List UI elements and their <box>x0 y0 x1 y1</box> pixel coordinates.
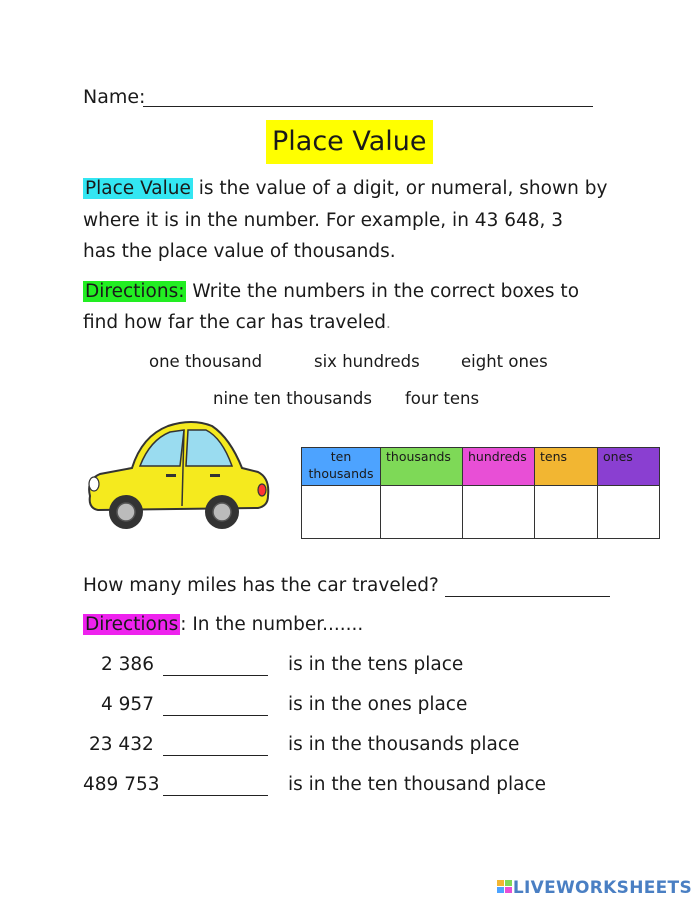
row-number-4: 489 753 <box>83 774 160 795</box>
row-text-3: is in the thousands place <box>288 734 520 755</box>
row-number-2: 4 957 <box>101 694 154 715</box>
row-text-4: is in the ten thousand place <box>288 774 547 795</box>
word-eight-ones: eight ones <box>461 352 548 371</box>
header-thousands: thousands <box>381 448 463 486</box>
miles-question: How many miles has the car traveled? <box>83 575 439 596</box>
directions-2-text: : In the number....... <box>180 614 364 635</box>
brand-icon <box>497 880 513 894</box>
directions-1-line-2 <box>83 312 391 333</box>
row-answer-4[interactable] <box>163 775 268 796</box>
table-header-row <box>302 448 660 486</box>
answer-box-ones[interactable] <box>598 486 660 539</box>
answer-box-tens[interactable] <box>535 486 598 539</box>
directions-1-line-2-text: find how far the car has traveled <box>83 312 387 333</box>
directions-2-line <box>83 614 363 635</box>
row-number-1: 2 386 <box>101 654 154 675</box>
brand-text: LIVEWORKSHEETS <box>512 878 692 898</box>
place-value-table <box>301 447 660 539</box>
table-answer-row <box>302 486 660 539</box>
row-answer-3[interactable] <box>163 735 268 756</box>
term-place-value: Place Value <box>85 178 191 199</box>
word-four-tens: four tens <box>405 389 480 408</box>
directions-2-label: Directions <box>85 614 179 635</box>
car-illustration <box>80 418 275 536</box>
answer-box-hundreds[interactable] <box>463 486 535 539</box>
intro-line-1-text: is the value of a digit, or numeral, shown by <box>192 178 608 199</box>
page-title: Place Value <box>266 120 433 164</box>
directions-1-line-1 <box>83 281 579 302</box>
liveworksheets-logo <box>497 878 692 898</box>
header-ten-thousands: ten thousands <box>302 448 381 486</box>
intro-line-2: where it is in the number. For example, in 43 648, 3 <box>83 210 564 231</box>
answer-box-ten-thousands[interactable] <box>302 486 381 539</box>
intro-line-3: has the place value of thousands. <box>83 241 396 262</box>
directions-1-text: Write the numbers in the correct boxes to <box>186 281 580 302</box>
name-input-line[interactable] <box>143 106 593 107</box>
row-text-2: is in the ones place <box>288 694 468 715</box>
row-answer-1[interactable] <box>163 655 268 676</box>
intro-line-1 <box>83 178 607 199</box>
header-hundreds: hundreds <box>463 448 535 486</box>
word-one-thousand: one thousand <box>149 352 263 371</box>
answer-box-thousands[interactable] <box>381 486 463 539</box>
miles-answer-input[interactable] <box>445 576 610 597</box>
header-tens: tens <box>535 448 598 486</box>
row-answer-2[interactable] <box>163 695 268 716</box>
directions-1-label: Directions: <box>85 281 185 302</box>
directions-1-period: . <box>386 314 391 332</box>
word-nine-ten-thousands: nine ten thousands <box>213 389 372 408</box>
row-text-1: is in the tens place <box>288 654 464 675</box>
word-six-hundreds: six hundreds <box>314 352 420 371</box>
name-label: Name: <box>83 86 146 108</box>
row-number-3: 23 432 <box>89 734 154 755</box>
header-ones: ones <box>598 448 660 486</box>
